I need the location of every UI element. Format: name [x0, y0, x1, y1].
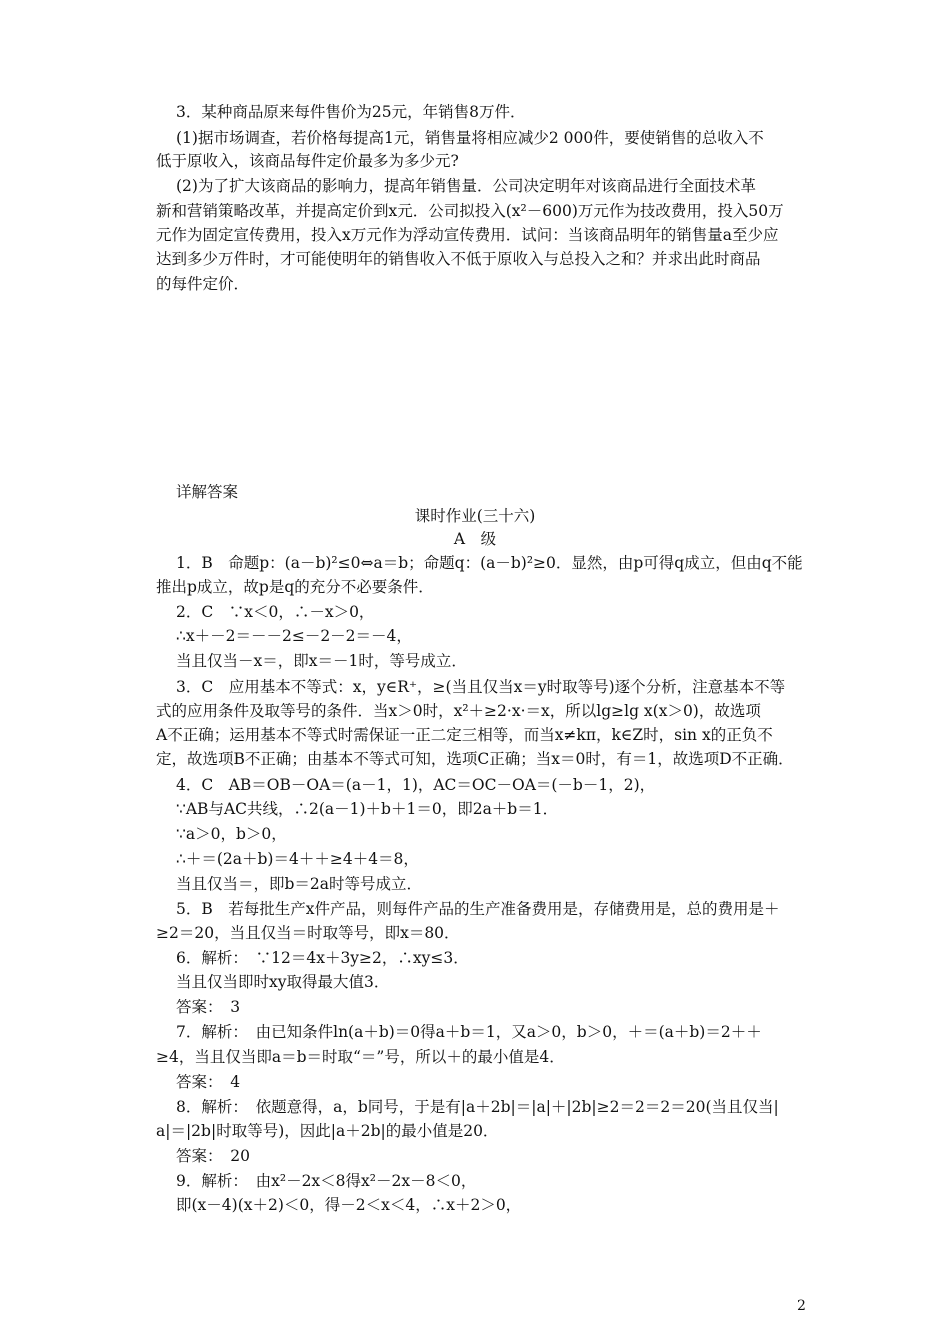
answer-line: ≥4，当且仅当即a＝b＝时取“＝”号，所以＋的最小值是4．: [156, 1048, 565, 1066]
answer-line: a|＝|2b|时取等号)，因此|a＋2b|的最小值是20．: [156, 1122, 499, 1140]
answer-line: A不正确；运用基本不等式时需保证一正二定三相等，而当x≠kπ，k∈Z时，sin x的正负不: [156, 726, 773, 744]
answer-line: ∴x＋－2＝－－2≤－2－2＝－4，: [176, 627, 412, 645]
answer-line: 7．解析： 由已知条件ln(a＋b)＝0得a＋b＝1，又a＞0，b＞0，＋＝(a＋b)＝2＋＋: [176, 1023, 762, 1041]
answer-line: 当且仅当＝，即b＝2a时等号成立．: [176, 875, 423, 893]
answer-line: ∵a＞0，b＞0，: [176, 825, 287, 843]
answer-line: 4．C AB＝OB－OA＝(a－1，1)，AC＝OC－OA＝(－b－1，2)，: [176, 776, 656, 794]
answer-line: ∴＋＝(2a＋b)＝4＋＋≥4＋4＝8，: [176, 850, 419, 868]
section-label: 详解答案: [176, 483, 239, 501]
answer-line: 答案： 20: [176, 1147, 250, 1165]
answer-line: 即(x－4)(x＋2)＜0，得－2＜x＜4，∴x＋2＞0，: [176, 1196, 522, 1214]
answer-line: 1．B 命题p：(a－b)²≤0⇔a＝b；命题q：(a－b)²≥0．显然，由p可得q成立，但由q不能: [176, 554, 803, 572]
page-number: 2: [797, 1298, 806, 1314]
answer-line: 2．C ∵x＜0，∴－x＞0，: [176, 603, 375, 621]
answer-line: 答案： 3: [176, 998, 241, 1016]
answer-line: 5．B 若每批生产x件产品，则每件产品的生产准备费用是，存储费用是，总的费用是＋: [176, 900, 780, 918]
problem-3-part2-cont: 元作为固定宣传费用，投入x万元作为浮动宣传费用．试问：当该商品明年的销售量a至少应: [156, 226, 779, 244]
problem-3-part2-cont: 的每件定价．: [156, 275, 250, 293]
problem-3-part2-cont: 达到多少万件时，才可能使明年的销售收入不低于原收入与总投入之和？并求出此时商品: [156, 250, 761, 268]
answer-line: 推出p成立，故p是q的充分不必要条件．: [156, 578, 434, 596]
answer-line: 6．解析： ∵12＝4x＋3y≥2，∴xy≤3．: [176, 949, 469, 967]
answer-line: 8．解析： 依题意得，a，b同号，于是有|a＋2b|＝|a|＋|2b|≥2＝2＝2＝20(当且仅当|: [176, 1098, 779, 1116]
answer-line: ∵AB与AC共线，∴2(a－1)＋b＋1＝0，即2a＋b＝1．: [176, 800, 559, 818]
answer-line: 当且仅当即时xy取得最大值3．: [176, 973, 390, 991]
problem-3-part1-cont: 低于原收入，该商品每件定价最多为多少元?: [156, 152, 459, 170]
answer-line: 3．C 应用基本不等式：x，y∈R⁺，≥(当且仅当x＝y时取等号)逐个分析，注意基本不等: [176, 678, 786, 696]
problem-3-part1: (1)据市场调查，若价格每提高1元，销售量将相应减少2 000件，要使销售的总收入不: [176, 129, 764, 147]
level-heading: A 级: [453, 530, 497, 548]
answer-line: 9．解析： 由x²－2x＜8得x²－2x－8＜0，: [176, 1172, 477, 1190]
answer-line: 答案： 4: [176, 1073, 241, 1091]
page-title: 课时作业(三十六): [414, 507, 536, 525]
problem-3-part2-cont: 新和营销策略改革，并提高定价到x元．公司拟投入(x²－600)万元作为技改费用，投入50万: [156, 202, 784, 220]
answer-line: 定，故选项B不正确；由基本不等式可知，选项C正确；当x＝0时，有＝1，故选项D不正确．: [156, 750, 794, 768]
answer-line: 当且仅当－x＝，即x＝－1时，等号成立．: [176, 652, 467, 670]
answer-line: ≥2＝20，当且仅当＝时取等号，即x＝80．: [156, 924, 460, 942]
answer-line: 式的应用条件及取等号的条件．当x＞0时，x²＋≥2·x·＝x，所以lg≥lg x(x＞0)，故选项: [156, 702, 761, 720]
problem-3-stem: 3．某种商品原来每件售价为25元，年销售8万件．: [176, 103, 526, 121]
problem-3-part2: (2)为了扩大该商品的影响力，提高年销售量．公司决定明年对该商品进行全面技术革: [176, 177, 756, 195]
